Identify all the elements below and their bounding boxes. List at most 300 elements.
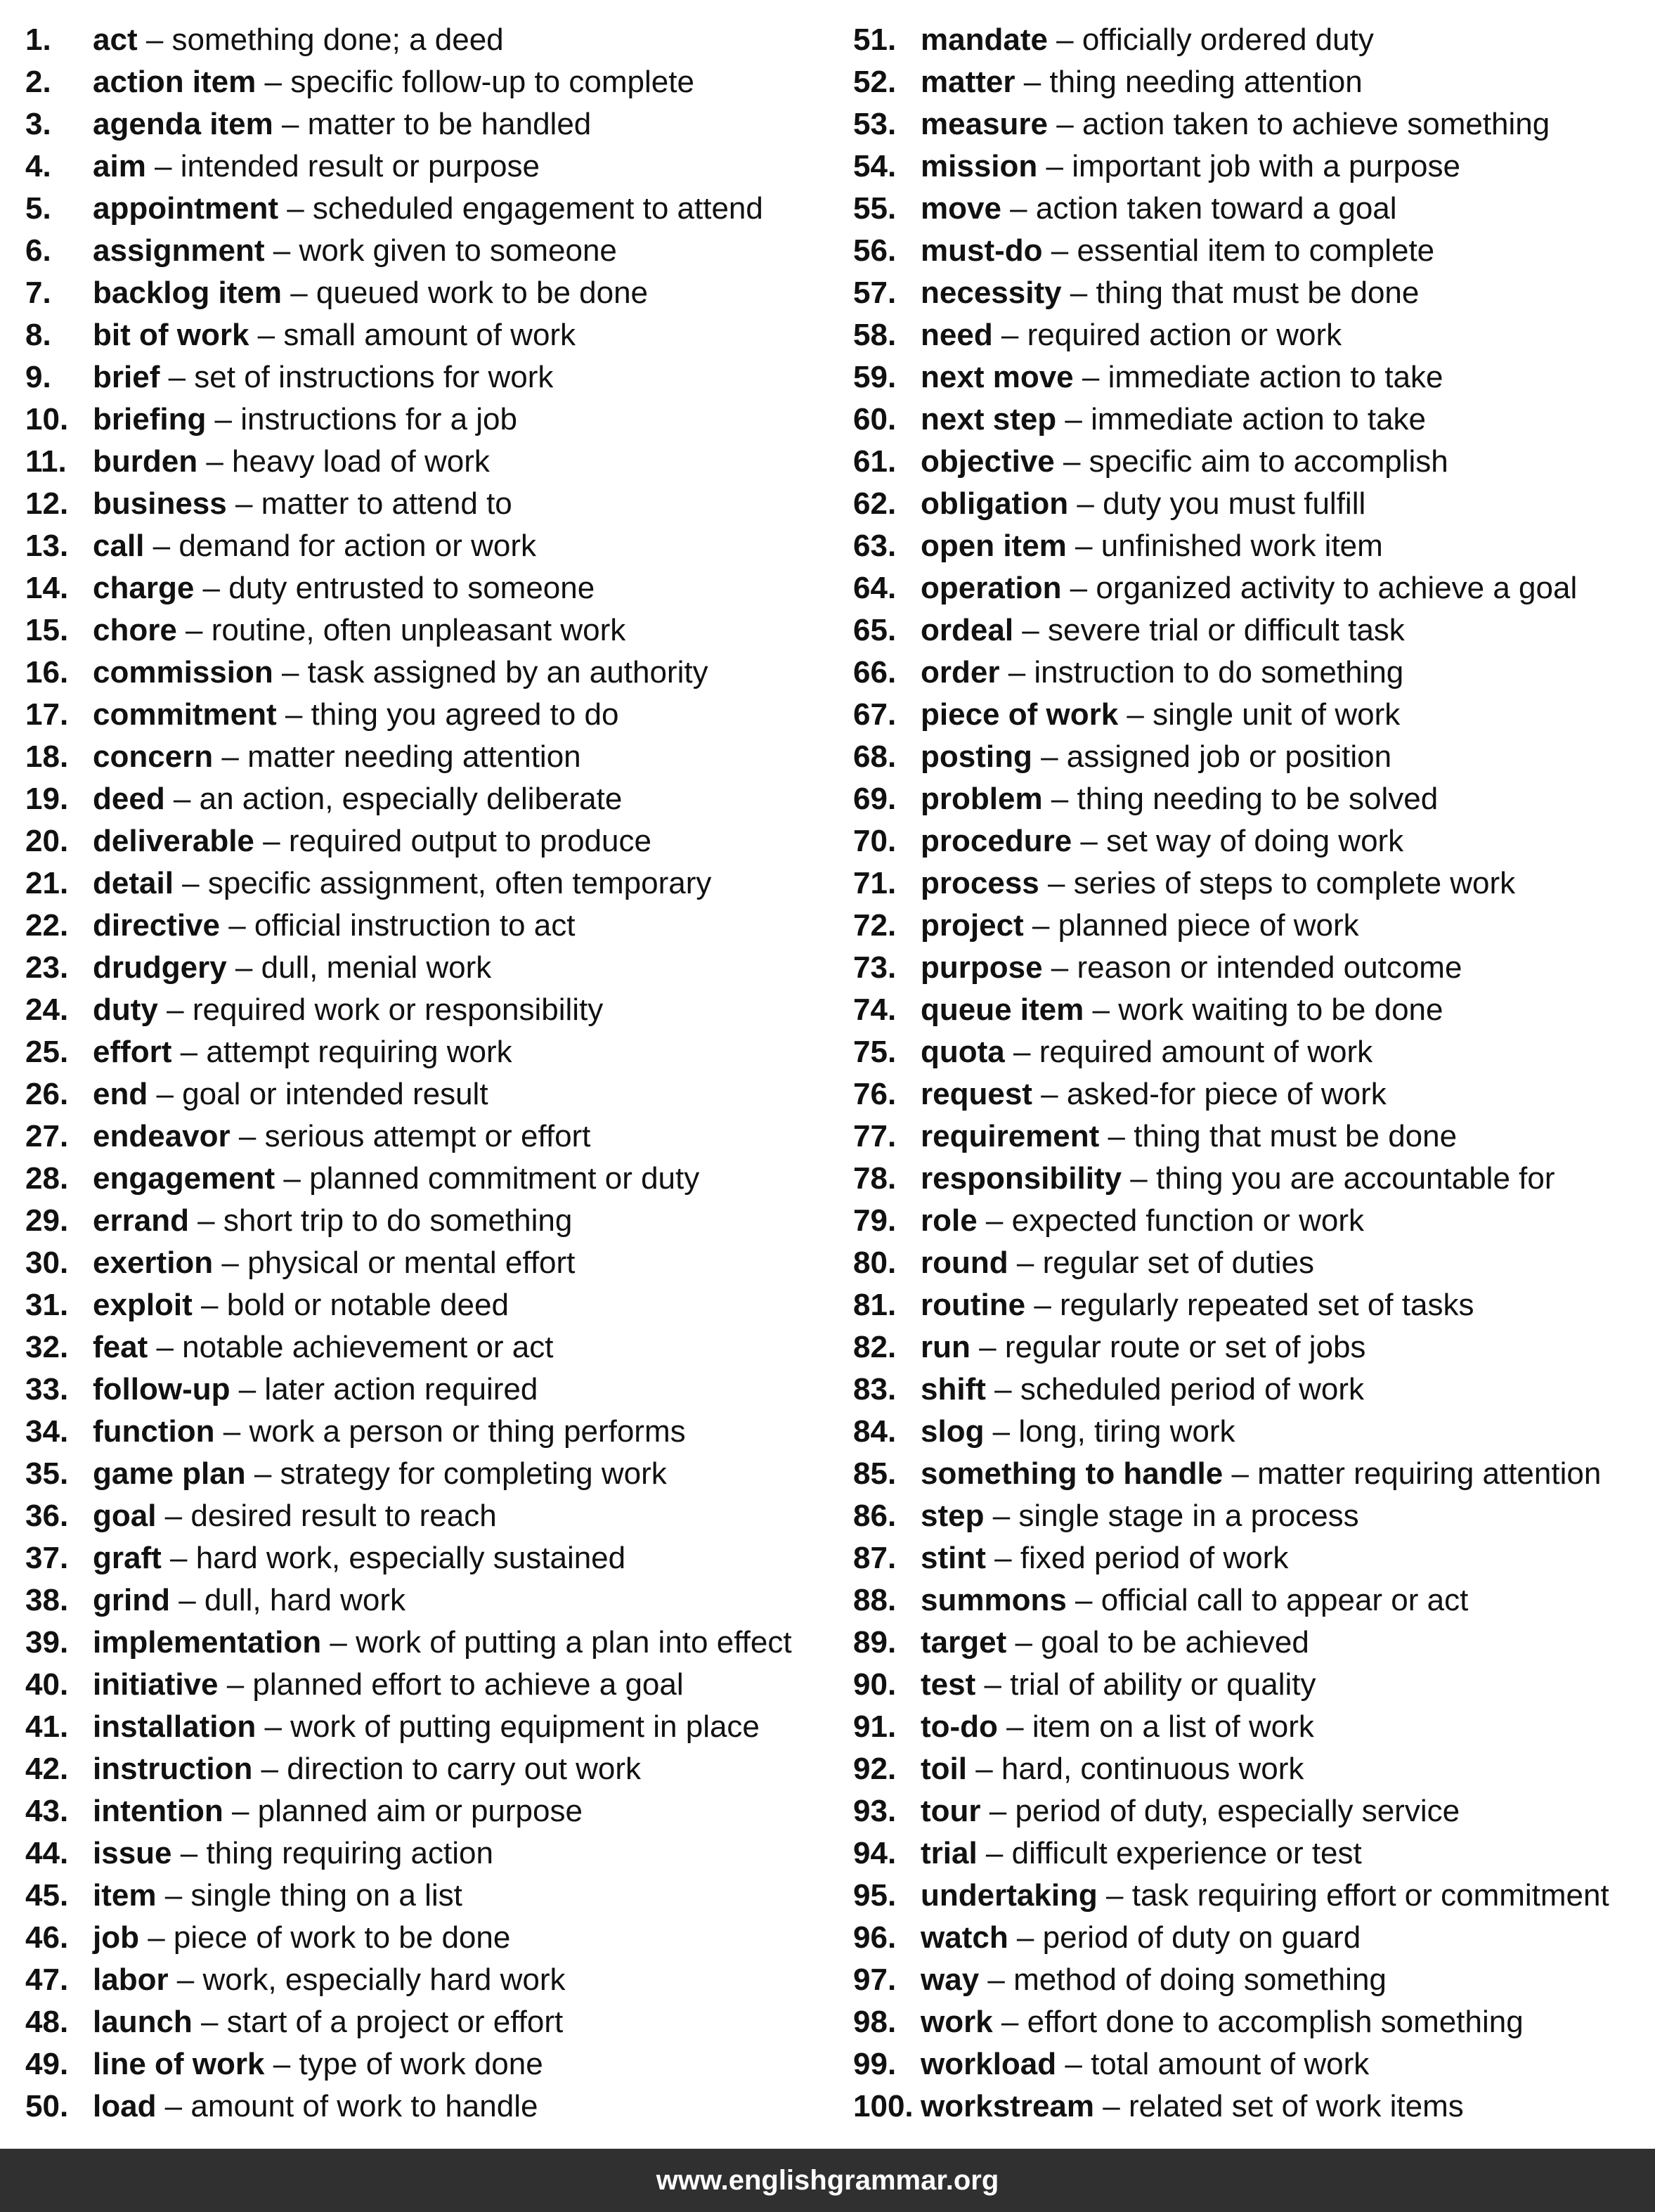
item-separator: – xyxy=(1122,1161,1156,1196)
item-definition: organized activity to achieve a goal xyxy=(1096,571,1578,605)
item-definition: planned effort to achieve a goal xyxy=(252,1667,684,1702)
list-item xyxy=(853,694,1647,736)
item-separator: – xyxy=(214,1414,249,1449)
item-number: 12. xyxy=(25,486,69,521)
list-item xyxy=(25,1284,833,1326)
list-item xyxy=(853,1579,1647,1622)
item-definition: later action required xyxy=(264,1372,538,1406)
list-item xyxy=(853,483,1647,525)
item-definition: thing that must be done xyxy=(1096,276,1420,310)
item-separator: – xyxy=(230,1372,265,1406)
item-separator: – xyxy=(1037,149,1072,183)
item-definition: hard work, especially sustained xyxy=(195,1541,626,1575)
list-item xyxy=(25,1031,833,1073)
list-item xyxy=(25,61,833,103)
item-number: 90. xyxy=(853,1667,897,1702)
item-definition: fixed period of work xyxy=(1020,1541,1289,1575)
item-number: 6. xyxy=(25,233,51,268)
item-number: 97. xyxy=(853,1962,897,1997)
item-term: slog xyxy=(921,1414,985,1449)
item-term: business xyxy=(93,486,227,521)
item-definition: long, tiring work xyxy=(1018,1414,1235,1449)
item-number: 26. xyxy=(25,1077,69,1111)
item-definition: task assigned by an authority xyxy=(307,655,708,690)
item-number: 9. xyxy=(25,360,51,394)
item-term: test xyxy=(921,1667,976,1702)
item-definition: action taken to achieve something xyxy=(1082,107,1550,141)
list-item xyxy=(25,188,833,230)
item-number: 73. xyxy=(853,950,897,985)
item-separator: – xyxy=(218,1667,253,1702)
item-number: 75. xyxy=(853,1035,897,1069)
list-item xyxy=(853,1411,1647,1453)
item-term: mission xyxy=(921,149,1038,183)
item-term: responsibility xyxy=(921,1161,1122,1196)
list-item xyxy=(853,230,1647,272)
item-separator: – xyxy=(1066,529,1101,563)
item-number: 54. xyxy=(853,149,897,183)
item-separator: – xyxy=(275,1161,310,1196)
item-term: step xyxy=(921,1499,985,1533)
item-definition: expected function or work xyxy=(1011,1203,1365,1238)
item-term: chore xyxy=(93,613,177,647)
list-item xyxy=(25,609,833,652)
item-separator: – xyxy=(256,1709,291,1744)
item-number: 17. xyxy=(25,697,69,732)
item-definition: thing that must be done xyxy=(1134,1119,1458,1153)
item-separator: – xyxy=(1023,908,1058,943)
item-separator: – xyxy=(1006,1625,1041,1660)
item-separator: – xyxy=(1056,2047,1091,2081)
item-term: bit of work xyxy=(93,318,249,352)
item-separator: – xyxy=(975,1667,1011,1702)
item-definition: amount of work to handle xyxy=(190,2089,538,2123)
list-item xyxy=(25,989,833,1031)
list-item xyxy=(25,103,833,145)
list-item xyxy=(853,1495,1647,1537)
list-item xyxy=(853,947,1647,989)
item-number: 2. xyxy=(25,65,51,99)
item-separator: – xyxy=(1032,739,1067,774)
item-term: drudgery xyxy=(93,950,227,985)
item-separator: – xyxy=(1015,65,1050,99)
item-definition: thing requiring action xyxy=(206,1836,493,1870)
item-definition: heavy load of work xyxy=(232,444,490,479)
item-separator: – xyxy=(223,1794,258,1828)
item-number: 69. xyxy=(853,782,897,816)
item-term: purpose xyxy=(921,950,1043,985)
list-item xyxy=(25,567,833,609)
list-item xyxy=(853,356,1647,399)
item-definition: matter to be handled xyxy=(307,107,592,141)
item-number: 64. xyxy=(853,571,897,605)
item-number: 44. xyxy=(25,1836,69,1870)
footer-url: www.englishgrammar.org xyxy=(656,2165,999,2196)
item-definition: asked-for piece of work xyxy=(1066,1077,1387,1111)
item-number: 7. xyxy=(25,276,51,310)
item-term: feat xyxy=(93,1330,148,1364)
list-item xyxy=(25,1875,833,1917)
item-number: 95. xyxy=(853,1878,897,1913)
item-number: 15. xyxy=(25,613,69,647)
list-item xyxy=(853,1537,1647,1579)
item-definition: scheduled engagement to attend xyxy=(312,191,763,226)
item-definition: piece of work to be done xyxy=(173,1920,511,1955)
item-separator: – xyxy=(997,1709,1032,1744)
list-item xyxy=(25,1411,833,1453)
list-item xyxy=(25,1158,833,1200)
list-item xyxy=(853,525,1647,567)
item-term: queue item xyxy=(921,992,1084,1027)
item-term: exertion xyxy=(93,1246,214,1280)
list-item xyxy=(853,862,1647,905)
list-item xyxy=(853,314,1647,356)
list-item xyxy=(25,1959,833,2001)
item-definition: set of instructions for work xyxy=(194,360,554,394)
item-term: aim xyxy=(93,149,146,183)
item-term: next step xyxy=(921,402,1057,436)
item-separator: – xyxy=(992,2005,1027,2039)
item-separator: – xyxy=(156,1499,191,1533)
item-number: 50. xyxy=(25,2089,69,2123)
item-definition: serious attempt or effort xyxy=(264,1119,591,1153)
item-number: 1. xyxy=(25,22,51,57)
item-term: charge xyxy=(93,571,195,605)
item-number: 76. xyxy=(853,1077,897,1111)
item-separator: – xyxy=(138,1920,174,1955)
item-definition: reason or intended outcome xyxy=(1077,950,1462,985)
item-definition: physical or mental effort xyxy=(247,1246,576,1280)
item-number: 27. xyxy=(25,1119,69,1153)
item-term: endeavor xyxy=(93,1119,231,1153)
item-term: process xyxy=(921,866,1039,900)
item-definition: total amount of work xyxy=(1091,2047,1370,2081)
item-definition: dull, menial work xyxy=(261,950,492,985)
item-separator: – xyxy=(176,613,212,647)
item-number: 60. xyxy=(853,402,897,436)
item-term: to-do xyxy=(921,1709,998,1744)
list-item xyxy=(853,1622,1647,1664)
item-term: end xyxy=(93,1077,148,1111)
item-number: 49. xyxy=(25,2047,69,2081)
item-separator: – xyxy=(1042,233,1077,268)
item-term: effort xyxy=(93,1035,172,1069)
item-term: undertaking xyxy=(921,1878,1098,1913)
item-term: follow-up xyxy=(93,1372,231,1406)
item-definition: thing you are accountable for xyxy=(1156,1161,1555,1196)
list-item xyxy=(25,1326,833,1369)
item-number: 29. xyxy=(25,1203,69,1238)
item-number: 96. xyxy=(853,1920,897,1955)
item-number: 8. xyxy=(25,318,51,352)
item-separator: – xyxy=(278,191,313,226)
item-number: 70. xyxy=(853,824,897,858)
item-number: 92. xyxy=(853,1752,897,1786)
item-term: engagement xyxy=(93,1161,275,1196)
item-separator: – xyxy=(281,276,316,310)
item-separator: – xyxy=(1047,22,1082,57)
item-term: need xyxy=(921,318,993,352)
item-number: 82. xyxy=(853,1330,897,1364)
list-item xyxy=(853,399,1647,441)
list-item xyxy=(25,314,833,356)
item-term: operation xyxy=(921,571,1062,605)
list-item xyxy=(25,1832,833,1875)
item-term: action item xyxy=(93,65,257,99)
item-definition: specific assignment, often temporary xyxy=(207,866,712,900)
item-separator: – xyxy=(1056,402,1091,436)
item-definition: duty entrusted to someone xyxy=(228,571,595,605)
item-definition: matter requiring attention xyxy=(1257,1456,1602,1491)
item-term: target xyxy=(921,1625,1007,1660)
list-item xyxy=(853,567,1647,609)
list-item xyxy=(25,1495,833,1537)
item-term: workload xyxy=(921,2047,1057,2081)
list-item xyxy=(25,694,833,736)
item-number: 58. xyxy=(853,318,897,352)
list-item xyxy=(25,525,833,567)
item-separator: – xyxy=(192,1288,227,1322)
item-term: toil xyxy=(921,1752,967,1786)
item-number: 11. xyxy=(25,444,67,479)
item-number: 3. xyxy=(25,107,51,141)
item-definition: start of a project or effort xyxy=(226,2005,564,2039)
item-term: next move xyxy=(921,360,1074,394)
item-number: 80. xyxy=(853,1246,897,1280)
item-separator: – xyxy=(985,1541,1020,1575)
item-number: 53. xyxy=(853,107,897,141)
item-definition: severe trial or difficult task xyxy=(1047,613,1405,647)
item-number: 24. xyxy=(25,992,69,1027)
list-item xyxy=(25,2043,833,2085)
item-term: posting xyxy=(921,739,1032,774)
item-term: intention xyxy=(93,1794,223,1828)
item-definition: thing needing to be solved xyxy=(1077,782,1439,816)
list-item xyxy=(25,778,833,820)
item-number: 30. xyxy=(25,1246,69,1280)
item-term: obligation xyxy=(921,486,1069,521)
item-definition: thing you agreed to do xyxy=(311,697,619,732)
item-separator: – xyxy=(161,1541,196,1575)
list-item xyxy=(853,145,1647,188)
item-term: commitment xyxy=(93,697,277,732)
item-definition: single stage in a process xyxy=(1018,1499,1359,1533)
item-definition: work of putting a plan into effect xyxy=(356,1625,792,1660)
item-number: 100. xyxy=(853,2089,914,2123)
item-term: grind xyxy=(93,1583,170,1617)
item-number: 83. xyxy=(853,1372,897,1406)
item-definition: officially ordered duty xyxy=(1082,22,1374,57)
item-number: 72. xyxy=(853,908,897,943)
item-number: 28. xyxy=(25,1161,69,1196)
list-item xyxy=(853,652,1647,694)
item-number: 61. xyxy=(853,444,897,479)
list-item xyxy=(853,188,1647,230)
item-term: line of work xyxy=(93,2047,265,2081)
list-item xyxy=(853,1875,1647,1917)
item-definition: intended result or purpose xyxy=(180,149,540,183)
list-item xyxy=(853,1917,1647,1959)
list-item xyxy=(25,230,833,272)
item-number: 68. xyxy=(853,739,897,774)
item-term: must-do xyxy=(921,233,1043,268)
item-separator: – xyxy=(979,1962,1014,1997)
item-term: concern xyxy=(93,739,214,774)
item-term: round xyxy=(921,1246,1008,1280)
item-number: 33. xyxy=(25,1372,69,1406)
item-term: something to handle xyxy=(921,1456,1224,1491)
item-separator: – xyxy=(169,1583,205,1617)
item-number: 66. xyxy=(853,655,897,690)
item-number: 89. xyxy=(853,1625,897,1660)
item-term: ordeal xyxy=(921,613,1014,647)
item-separator: – xyxy=(171,1836,207,1870)
item-definition: regularly repeated set of tasks xyxy=(1060,1288,1474,1322)
item-definition: goal to be achieved xyxy=(1041,1625,1309,1660)
item-number: 48. xyxy=(25,2005,69,2039)
item-term: act xyxy=(93,22,138,57)
item-number: 51. xyxy=(853,22,897,57)
item-separator: – xyxy=(999,655,1034,690)
item-definition: work given to someone xyxy=(299,233,617,268)
item-separator: – xyxy=(213,1246,248,1280)
item-separator: – xyxy=(321,1625,356,1660)
item-definition: required amount of work xyxy=(1039,1035,1373,1069)
item-separator: – xyxy=(1061,276,1096,310)
item-number: 45. xyxy=(25,1878,69,1913)
item-term: load xyxy=(93,2089,157,2123)
item-term: piece of work xyxy=(921,697,1119,732)
item-separator: – xyxy=(984,1414,1019,1449)
item-separator: – xyxy=(1039,866,1074,900)
list-item xyxy=(25,736,833,778)
item-definition: routine, often unpleasant work xyxy=(211,613,626,647)
item-separator: – xyxy=(192,2005,227,2039)
list-item xyxy=(853,1115,1647,1158)
item-number: 88. xyxy=(853,1583,897,1617)
item-separator: – xyxy=(1073,360,1108,394)
item-separator: – xyxy=(980,1794,1015,1828)
item-term: assignment xyxy=(93,233,265,268)
item-number: 87. xyxy=(853,1541,897,1575)
item-definition: demand for action or work xyxy=(179,529,536,563)
list-item xyxy=(25,905,833,947)
list-item xyxy=(853,1284,1647,1326)
item-definition: matter to attend to xyxy=(261,486,512,521)
item-number: 39. xyxy=(25,1625,69,1660)
list-item xyxy=(853,1832,1647,1875)
item-term: issue xyxy=(93,1836,172,1870)
list-item xyxy=(853,778,1647,820)
item-term: watch xyxy=(921,1920,1008,1955)
item-definition: planned piece of work xyxy=(1058,908,1359,943)
item-number: 55. xyxy=(853,191,897,226)
item-term: role xyxy=(921,1203,978,1238)
item-definition: regular route or set of jobs xyxy=(1004,1330,1366,1364)
item-term: launch xyxy=(93,2005,193,2039)
item-definition: action taken toward a goal xyxy=(1035,191,1397,226)
list-item xyxy=(853,2043,1647,2085)
item-separator: – xyxy=(1008,1920,1043,1955)
item-number: 10. xyxy=(25,402,69,436)
item-separator: – xyxy=(171,1035,207,1069)
item-number: 56. xyxy=(853,233,897,268)
item-term: request xyxy=(921,1077,1032,1111)
item-definition: immediate action to take xyxy=(1108,360,1443,394)
item-number: 81. xyxy=(853,1288,897,1322)
item-definition: specific aim to accomplish xyxy=(1089,444,1448,479)
item-definition: duty you must fulfill xyxy=(1103,486,1366,521)
item-separator: – xyxy=(1013,613,1048,647)
item-number: 71. xyxy=(853,866,897,900)
item-number: 93. xyxy=(853,1794,897,1828)
item-number: 13. xyxy=(25,529,69,563)
item-separator: – xyxy=(219,908,254,943)
item-definition: bold or notable deed xyxy=(226,1288,509,1322)
item-definition: trial of ability or quality xyxy=(1010,1667,1316,1702)
item-number: 46. xyxy=(25,1920,69,1955)
item-separator: – xyxy=(992,318,1027,352)
item-number: 5. xyxy=(25,191,51,226)
item-number: 94. xyxy=(853,1836,897,1870)
item-number: 14. xyxy=(25,571,69,605)
item-separator: – xyxy=(1097,1878,1132,1913)
item-separator: – xyxy=(1068,486,1103,521)
list-item xyxy=(25,1242,833,1284)
list-item xyxy=(25,2085,833,2128)
item-separator: – xyxy=(254,824,289,858)
list-item xyxy=(853,1664,1647,1706)
item-separator: – xyxy=(1042,782,1077,816)
item-number: 74. xyxy=(853,992,897,1027)
list-item xyxy=(25,1790,833,1832)
item-number: 20. xyxy=(25,824,69,858)
item-term: function xyxy=(93,1414,215,1449)
item-separator: – xyxy=(173,866,208,900)
list-item xyxy=(853,61,1647,103)
item-definition: single thing on a list xyxy=(190,1878,462,1913)
item-term: project xyxy=(921,908,1024,943)
item-number: 79. xyxy=(853,1203,897,1238)
item-definition: instruction to do something xyxy=(1034,655,1404,690)
item-definition: related set of work items xyxy=(1128,2089,1464,2123)
item-separator: – xyxy=(145,149,181,183)
item-number: 91. xyxy=(853,1709,897,1744)
list-item xyxy=(25,947,833,989)
item-term: goal xyxy=(93,1499,157,1533)
list-item xyxy=(853,1369,1647,1411)
item-definition: instructions for a job xyxy=(240,402,517,436)
item-separator: – xyxy=(144,529,179,563)
item-separator: – xyxy=(137,22,172,57)
item-term: appointment xyxy=(93,191,278,226)
item-definition: attempt requiring work xyxy=(206,1035,512,1069)
list-item xyxy=(25,356,833,399)
item-term: job xyxy=(93,1920,139,1955)
item-term: detail xyxy=(93,866,174,900)
item-definition: hard, continuous work xyxy=(1001,1752,1304,1786)
item-separator: – xyxy=(264,2047,299,2081)
item-number: 18. xyxy=(25,739,69,774)
item-definition: single unit of work xyxy=(1153,697,1401,732)
item-definition: effort done to accomplish something xyxy=(1027,2005,1524,2039)
item-separator: – xyxy=(230,1119,265,1153)
item-definition: type of work done xyxy=(299,2047,543,2081)
list-item xyxy=(25,1748,833,1790)
footer-bar xyxy=(0,2149,1655,2212)
item-number: 37. xyxy=(25,1541,69,1575)
item-separator: – xyxy=(966,1752,1001,1786)
